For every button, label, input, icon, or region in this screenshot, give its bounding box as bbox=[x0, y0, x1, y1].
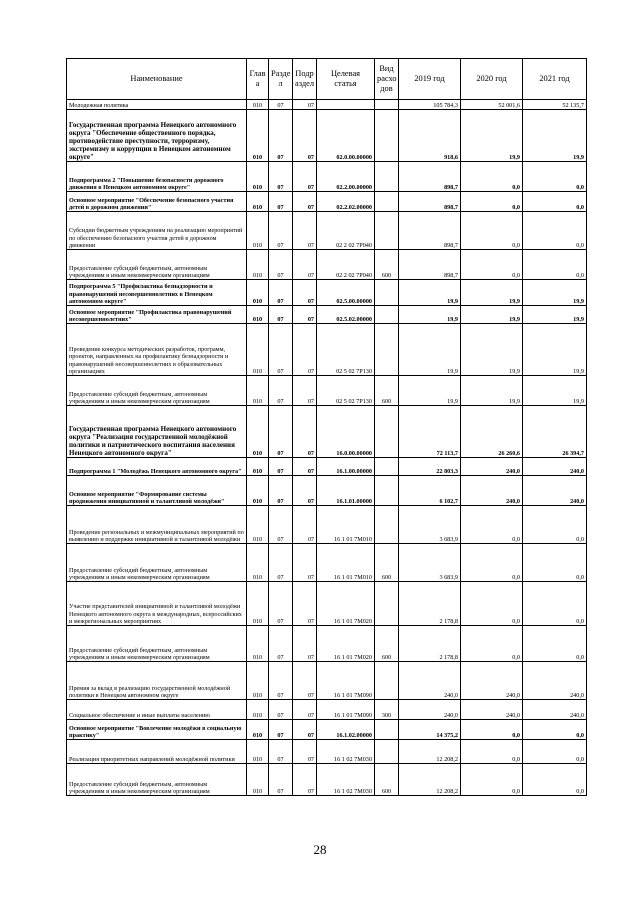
row-2020: 0,0 bbox=[461, 740, 523, 764]
table-row bbox=[67, 250, 587, 280]
row-2020: 0,0 bbox=[461, 506, 523, 544]
row-razdel: 07 bbox=[269, 720, 293, 740]
row-podrazdel: 07 bbox=[293, 740, 317, 764]
row-podrazdel: 07 bbox=[293, 662, 317, 700]
table-row bbox=[67, 306, 587, 324]
row-podrazdel: 07 bbox=[293, 458, 317, 476]
table-row bbox=[67, 458, 587, 476]
row-glava: 010 bbox=[247, 324, 269, 376]
row-2019: 3 683,9 bbox=[399, 506, 461, 544]
row-target: 02.0.00.00000 bbox=[317, 110, 375, 162]
header-name: Наименование bbox=[67, 59, 247, 100]
row-2021: 0,0 bbox=[523, 162, 587, 192]
row-glava: 010 bbox=[247, 376, 269, 406]
row-target: 16 1 01 7М090 bbox=[317, 700, 375, 720]
row-2020: 52 001,6 bbox=[461, 100, 523, 110]
row-2020: 0,0 bbox=[461, 250, 523, 280]
row-target: 16 1 01 7М090 bbox=[317, 662, 375, 700]
row-name: Подпрограмма 2 "Повышение безопасности дорожного движения в Ненецком автономном округе" bbox=[67, 162, 247, 192]
row-vid bbox=[375, 720, 399, 740]
table-row bbox=[67, 100, 587, 110]
row-2019: 898,7 bbox=[399, 250, 461, 280]
row-2020: 19,9 bbox=[461, 110, 523, 162]
row-razdel: 07 bbox=[269, 192, 293, 212]
row-2019: 898,7 bbox=[399, 162, 461, 192]
row-2021: 0,0 bbox=[523, 212, 587, 250]
row-vid bbox=[375, 100, 399, 110]
row-2021: 19,9 bbox=[523, 324, 587, 376]
row-2019: 105 784,3 bbox=[399, 100, 461, 110]
row-2019: 2 178,8 bbox=[399, 582, 461, 626]
row-podrazdel: 07 bbox=[293, 376, 317, 406]
row-glava: 010 bbox=[247, 212, 269, 250]
row-2019: 3 683,9 bbox=[399, 544, 461, 582]
row-target: 02 5 02 7Р130 bbox=[317, 324, 375, 376]
row-razdel: 07 bbox=[269, 406, 293, 458]
table-row bbox=[67, 324, 587, 376]
row-2019: 12 208,2 bbox=[399, 740, 461, 764]
table-row bbox=[67, 662, 587, 700]
row-name: Основное мероприятие "Обеспечение безопасного участия детей в дорожном движении" bbox=[67, 192, 247, 212]
row-target: 16 1 01 7М020 bbox=[317, 626, 375, 662]
row-podrazdel: 07 bbox=[293, 212, 317, 250]
row-2021: 0,0 bbox=[523, 192, 587, 212]
row-vid bbox=[375, 406, 399, 458]
row-razdel: 07 bbox=[269, 324, 293, 376]
row-2021: 0,0 bbox=[523, 626, 587, 662]
row-2020: 19,9 bbox=[461, 376, 523, 406]
row-name: Проведение конкурса методических разработок, программ, проектов, направленных на профилактику безнадзорности и правонарушений несовершеннолетних в образовательных организациях bbox=[67, 324, 247, 376]
row-name: Предоставление субсидий бюджетным, автономным учреждениям и иным некоммерческим организациям bbox=[67, 250, 247, 280]
row-2021: 240,0 bbox=[523, 700, 587, 720]
row-2019: 2 178,8 bbox=[399, 626, 461, 662]
row-target: 02.2.00.00000 bbox=[317, 162, 375, 192]
row-name: Проведение региональных и межмуниципальных мероприятий по выявлению и поддержке инициативной и талантливой молодёжи bbox=[67, 506, 247, 544]
row-glava: 010 bbox=[247, 700, 269, 720]
row-podrazdel: 07 bbox=[293, 280, 317, 306]
row-2019: 19,9 bbox=[399, 324, 461, 376]
row-2021: 19,9 bbox=[523, 376, 587, 406]
row-2021: 0,0 bbox=[523, 764, 587, 796]
table-row bbox=[67, 720, 587, 740]
row-2019: 14 375,2 bbox=[399, 720, 461, 740]
row-vid bbox=[375, 740, 399, 764]
row-podrazdel: 07 bbox=[293, 324, 317, 376]
table-row bbox=[67, 280, 587, 306]
row-2021: 240,0 bbox=[523, 476, 587, 506]
row-2021: 0,0 bbox=[523, 506, 587, 544]
row-razdel: 07 bbox=[269, 162, 293, 192]
row-podrazdel: 07 bbox=[293, 764, 317, 796]
table-row bbox=[67, 192, 587, 212]
header-vid: Вид расхо дов bbox=[375, 59, 399, 100]
table-row bbox=[67, 700, 587, 720]
row-vid bbox=[375, 306, 399, 324]
table-row bbox=[67, 376, 587, 406]
row-target: 16 1 02 7М030 bbox=[317, 740, 375, 764]
row-name: Государственная программа Ненецкого автономного округа "Обеспечение общественного порядка, противодействие преступности, терроризму, экстремизму и коррупции в Ненецком автономном округе" bbox=[67, 110, 247, 162]
row-glava: 010 bbox=[247, 626, 269, 662]
row-vid bbox=[375, 662, 399, 700]
row-2019: 19,9 bbox=[399, 376, 461, 406]
row-2021: 240,0 bbox=[523, 662, 587, 700]
row-vid bbox=[375, 506, 399, 544]
row-target: 16 1 02 7М030 bbox=[317, 764, 375, 796]
header-podrazdel: Подр аздел bbox=[293, 59, 317, 100]
row-razdel: 07 bbox=[269, 250, 293, 280]
row-razdel: 07 bbox=[269, 582, 293, 626]
table-row bbox=[67, 626, 587, 662]
row-podrazdel: 07 bbox=[293, 110, 317, 162]
row-podrazdel: 07 bbox=[293, 192, 317, 212]
row-razdel: 07 bbox=[269, 700, 293, 720]
table-row bbox=[67, 162, 587, 192]
row-2020: 0,0 bbox=[461, 212, 523, 250]
row-glava: 010 bbox=[247, 250, 269, 280]
table-row bbox=[67, 476, 587, 506]
row-vid: 600 bbox=[375, 376, 399, 406]
row-razdel: 07 bbox=[269, 280, 293, 306]
row-podrazdel: 07 bbox=[293, 700, 317, 720]
row-2019: 22 803,3 bbox=[399, 458, 461, 476]
row-target: 16.1.02.00000 bbox=[317, 720, 375, 740]
row-glava: 010 bbox=[247, 544, 269, 582]
row-2020: 0,0 bbox=[461, 192, 523, 212]
header-2019: 2019 год bbox=[399, 59, 461, 100]
row-razdel: 07 bbox=[269, 764, 293, 796]
row-2019: 898,7 bbox=[399, 192, 461, 212]
row-razdel: 07 bbox=[269, 376, 293, 406]
header-2020: 2020 год bbox=[461, 59, 523, 100]
row-2021: 0,0 bbox=[523, 720, 587, 740]
row-razdel: 07 bbox=[269, 212, 293, 250]
row-2020: 19,9 bbox=[461, 324, 523, 376]
row-2019: 6 102,7 bbox=[399, 476, 461, 506]
row-name: Субсидии бюджетным учреждениям на реализацию мероприятий по обеспечению безопасного участия детей в дорожном движении bbox=[67, 212, 247, 250]
row-2021: 0,0 bbox=[523, 250, 587, 280]
row-podrazdel: 07 bbox=[293, 720, 317, 740]
row-vid bbox=[375, 162, 399, 192]
row-glava: 010 bbox=[247, 162, 269, 192]
row-podrazdel: 07 bbox=[293, 544, 317, 582]
row-target: 16.0.00.00000 bbox=[317, 406, 375, 458]
row-2020: 0,0 bbox=[461, 544, 523, 582]
row-2019: 240,0 bbox=[399, 662, 461, 700]
row-name: Предоставление субсидий бюджетным, автономным учреждениям и иным некоммерческим организациям bbox=[67, 376, 247, 406]
row-razdel: 07 bbox=[269, 740, 293, 764]
page-number: 28 bbox=[313, 842, 327, 857]
row-target: 16 1 01 7М020 bbox=[317, 582, 375, 626]
row-2020: 0,0 bbox=[461, 582, 523, 626]
row-vid bbox=[375, 192, 399, 212]
row-2021: 0,0 bbox=[523, 582, 587, 626]
row-2019: 19,9 bbox=[399, 306, 461, 324]
row-razdel: 07 bbox=[269, 506, 293, 544]
row-target: 02 2 02 7Р040 bbox=[317, 250, 375, 280]
row-name: Государственная программа Ненецкого автономного округа "Реализация государственной молодёжной политики и патриотического воспитания населения Ненецкого автономного округа" bbox=[67, 406, 247, 458]
row-podrazdel: 07 bbox=[293, 476, 317, 506]
row-podrazdel: 07 bbox=[293, 506, 317, 544]
row-2021: 240,0 bbox=[523, 458, 587, 476]
row-glava: 010 bbox=[247, 476, 269, 506]
row-2019: 19,9 bbox=[399, 280, 461, 306]
row-2020: 240,0 bbox=[461, 476, 523, 506]
row-2020: 240,0 bbox=[461, 458, 523, 476]
row-2019: 240,0 bbox=[399, 700, 461, 720]
row-2019: 898,7 bbox=[399, 212, 461, 250]
row-podrazdel: 07 bbox=[293, 406, 317, 458]
row-glava: 010 bbox=[247, 582, 269, 626]
row-glava: 010 bbox=[247, 506, 269, 544]
row-name: Социальное обеспечение и иные выплаты населению bbox=[67, 700, 247, 720]
header-glava: Глав а bbox=[247, 59, 269, 100]
row-podrazdel: 07 bbox=[293, 306, 317, 324]
row-podrazdel: 07 bbox=[293, 582, 317, 626]
row-2020: 26 260,6 bbox=[461, 406, 523, 458]
row-vid: 600 bbox=[375, 250, 399, 280]
row-vid: 600 bbox=[375, 764, 399, 796]
row-glava: 010 bbox=[247, 110, 269, 162]
table-row bbox=[67, 110, 587, 162]
row-2019: 12 208,2 bbox=[399, 764, 461, 796]
table-row bbox=[67, 506, 587, 544]
row-razdel: 07 bbox=[269, 544, 293, 582]
row-glava: 010 bbox=[247, 280, 269, 306]
row-name: Реализация приоритетных направлений молодёжной политики bbox=[67, 740, 247, 764]
row-name: Премия за вклад в реализацию государственной молодёжной политики в Ненецком автономном округе bbox=[67, 662, 247, 700]
row-target bbox=[317, 100, 375, 110]
row-2021: 19,9 bbox=[523, 280, 587, 306]
row-vid bbox=[375, 280, 399, 306]
row-2021: 19,9 bbox=[523, 306, 587, 324]
row-2019: 918,6 bbox=[399, 110, 461, 162]
row-podrazdel: 07 bbox=[293, 100, 317, 110]
row-2020: 19,9 bbox=[461, 306, 523, 324]
table-body bbox=[67, 100, 587, 796]
row-name: Предоставление субсидий бюджетным, автономным учреждениям и иным некоммерческим организациям bbox=[67, 764, 247, 796]
table-row bbox=[67, 582, 587, 626]
table-header-row bbox=[67, 59, 587, 100]
row-2020: 240,0 bbox=[461, 662, 523, 700]
row-2020: 240,0 bbox=[461, 700, 523, 720]
row-razdel: 07 bbox=[269, 100, 293, 110]
row-razdel: 07 bbox=[269, 476, 293, 506]
table-row bbox=[67, 544, 587, 582]
row-2021: 26 394,7 bbox=[523, 406, 587, 458]
budget-table bbox=[66, 58, 587, 796]
row-target: 16 1 01 7М010 bbox=[317, 506, 375, 544]
row-razdel: 07 bbox=[269, 110, 293, 162]
row-2020: 0,0 bbox=[461, 162, 523, 192]
row-2021: 52 135,7 bbox=[523, 100, 587, 110]
row-target: 02.5.02.00000 bbox=[317, 306, 375, 324]
row-glava: 010 bbox=[247, 720, 269, 740]
row-podrazdel: 07 bbox=[293, 626, 317, 662]
row-2020: 0,0 bbox=[461, 720, 523, 740]
row-glava: 010 bbox=[247, 458, 269, 476]
row-2020: 19,9 bbox=[461, 280, 523, 306]
table-row bbox=[67, 740, 587, 764]
row-razdel: 07 bbox=[269, 662, 293, 700]
row-target: 16.1.00.00000 bbox=[317, 458, 375, 476]
row-vid bbox=[375, 212, 399, 250]
row-name: Подпрограмма 1 "Молодёжь Ненецкого автономного округа" bbox=[67, 458, 247, 476]
row-2020: 0,0 bbox=[461, 626, 523, 662]
row-vid: 300 bbox=[375, 700, 399, 720]
row-glava: 010 bbox=[247, 100, 269, 110]
row-glava: 010 bbox=[247, 306, 269, 324]
header-razdel: Разде л bbox=[269, 59, 293, 100]
row-vid: 600 bbox=[375, 544, 399, 582]
row-target: 02 5 02 7Р130 bbox=[317, 376, 375, 406]
row-name: Основное мероприятие "Формирование системы продвижения инициативной и талантливой молодёжи" bbox=[67, 476, 247, 506]
row-vid: 600 bbox=[375, 626, 399, 662]
row-name: Молодежная политика bbox=[67, 100, 247, 110]
row-target: 16.1.01.00000 bbox=[317, 476, 375, 506]
row-vid bbox=[375, 324, 399, 376]
row-name: Участие представителей инициативной и талантливой молодёжи Ненецкого автономного округа в международных, всероссийских и межрегиональных мероприятиях bbox=[67, 582, 247, 626]
row-glava: 010 bbox=[247, 192, 269, 212]
row-name: Предоставление субсидий бюджетным, автономным учреждениям и иным некоммерческим организациям bbox=[67, 544, 247, 582]
row-target: 16 1 01 7М010 bbox=[317, 544, 375, 582]
row-name: Основное мероприятие "Профилактика правонарушений несовершеннолетних" bbox=[67, 306, 247, 324]
table-row bbox=[67, 764, 587, 796]
row-vid bbox=[375, 476, 399, 506]
row-target: 02.5.00.00000 bbox=[317, 280, 375, 306]
row-glava: 010 bbox=[247, 740, 269, 764]
row-razdel: 07 bbox=[269, 306, 293, 324]
row-name: Основное мероприятие "Вовлечение молодёжи в социальную практику" bbox=[67, 720, 247, 740]
row-2021: 19,9 bbox=[523, 110, 587, 162]
table-row bbox=[67, 212, 587, 250]
row-2019: 72 113,7 bbox=[399, 406, 461, 458]
row-name: Предоставление субсидий бюджетным, автономным учреждениям и иным некоммерческим организациям bbox=[67, 626, 247, 662]
row-target: 02.2.02.00000 bbox=[317, 192, 375, 212]
row-razdel: 07 bbox=[269, 626, 293, 662]
row-2021: 0,0 bbox=[523, 740, 587, 764]
row-glava: 010 bbox=[247, 662, 269, 700]
row-razdel: 07 bbox=[269, 458, 293, 476]
row-vid bbox=[375, 110, 399, 162]
row-name: Подпрограмма 5 "Профилактика безнадзорности и правонарушений несовершеннолетних в Ненецком автономном округе" bbox=[67, 280, 247, 306]
row-vid bbox=[375, 458, 399, 476]
header-2021: 2021 год bbox=[523, 59, 587, 100]
row-glava: 010 bbox=[247, 764, 269, 796]
header-target: Целевая статья bbox=[317, 59, 375, 100]
row-vid bbox=[375, 582, 399, 626]
row-2021: 0,0 bbox=[523, 544, 587, 582]
table-row bbox=[67, 406, 587, 458]
row-podrazdel: 07 bbox=[293, 250, 317, 280]
row-target: 02 2 02 7Р040 bbox=[317, 212, 375, 250]
budget-table-container bbox=[66, 58, 586, 796]
row-2020: 0,0 bbox=[461, 764, 523, 796]
row-glava: 010 bbox=[247, 406, 269, 458]
row-podrazdel: 07 bbox=[293, 162, 317, 192]
